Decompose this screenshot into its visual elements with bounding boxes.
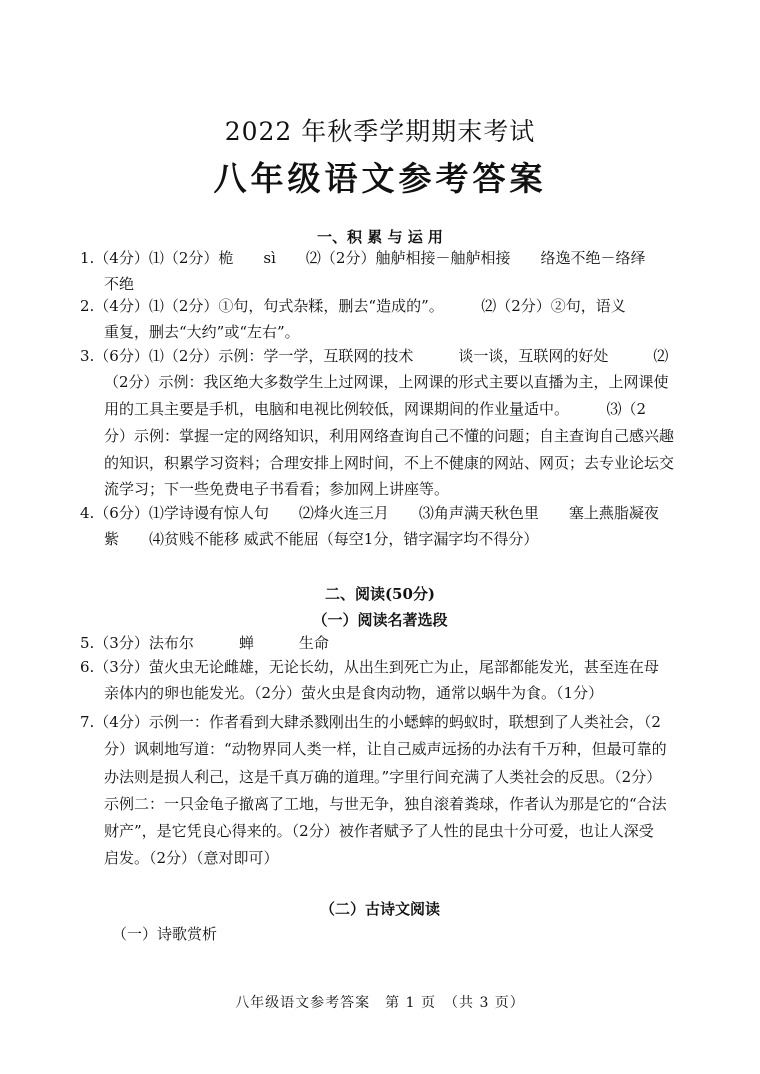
answer-line: 分）示例：掌握一定的网络知识，利用网络查询自己不懂的问题；自主查询自己感兴趣 <box>104 427 675 445</box>
answer-line: 不绝 <box>104 275 135 293</box>
poetry-appreciation-label: （一）诗歌赏析 <box>112 925 218 943</box>
answer-line: 5.（3分）法布尔 蝉 生命 <box>80 634 329 652</box>
answer-line: 亲体内的卵也能发光。（2分）萤火虫是食肉动物，通常以蜗牛为食。（1分） <box>104 684 604 702</box>
answer-line: 3.（6分）⑴（2分）示例：学一学，互联网的技术 谈一谈，互联网的好处 ⑵ <box>80 347 669 365</box>
subsection-heading-poetry: （二）古诗文阅读 <box>319 900 440 918</box>
page-footer: 八年级语文参考答案 第 1 页 （共 3 页） <box>235 995 525 1011</box>
answer-line: 紫 ⑷贫贱不能移 威武不能屈（每空1分，错字漏字均不得分） <box>104 530 539 548</box>
answer-line: 1.（4分）⑴（2分）桅 sì ⑵（2分）舳舻相接－舳舻相接 络逸不绝－络绎 <box>80 249 646 267</box>
section-heading-reading: 二、阅读(50分) <box>324 585 436 603</box>
section-heading-accumulation: 一、积 累 与 运 用 <box>317 228 443 246</box>
answer-line: 重复，删去“大约”或“左右”。 <box>104 323 300 341</box>
answer-line: 2.（4分）⑴（2分）①句，句式杂糅，删去“造成的”。 ⑵（2分）②句，语义 <box>80 297 626 315</box>
answer-line: 财产”，是它凭良心得来的。（2分）被作者赋予了人性的昆虫十分可爱，也让人深受 <box>104 822 654 840</box>
answer-line: 办法则是损人利己，这是千真万确的道理。”字里行间充满了人类社会的反思。（2分） <box>104 768 662 786</box>
document-subtitle: 八年级语文参考答案 <box>213 159 547 198</box>
document-title: 2022 年秋季学期期末考试 <box>224 117 536 146</box>
answer-line: 分）讽刺地写道：“动物界同人类一样，让自己威声远扬的办法有千万种，但最可靠的 <box>104 740 667 758</box>
answer-line: 4.（6分）⑴学诗谩有惊人句 ⑵烽火连三月 ⑶角声满天秋色里 塞上燕脂凝夜 <box>80 504 659 522</box>
answer-line: （2分）示例：我区绝大多数学生上过网课，上网课的形式主要以直播为主，上网课使 <box>104 373 669 391</box>
answer-line: 的知识，积累学习资料；合理安排上网时间，不上不健康的网站、网页；去专业论坛交 <box>104 454 675 472</box>
answer-line: 启发。（2分）（意对即可） <box>104 849 279 867</box>
answer-line: 用的工具主要是手机，电脑和电视比例较低，网课期间的作业量适中。 ⑶（2 <box>104 400 647 418</box>
answer-line: 流学习；下一些免费电子书看看；参加网上讲座等。 <box>104 480 450 498</box>
answer-line: 示例二：一只金龟子撤离了工地，与世无争，独自滚着粪球，作者认为那是它的“合法 <box>104 795 667 813</box>
answer-line: 7.（4分）示例一：作者看到大肆杀戮刚出生的小蟋蟀的蚂蚁时，联想到了人类社会，（2 <box>80 713 661 731</box>
subsection-heading-classics: （一）阅读名著选段 <box>312 611 448 629</box>
answer-line: 6.（3分）萤火虫无论雌雄，无论长幼，从出生到死亡为止，尾部都能发光，甚至连在母 <box>80 658 659 676</box>
